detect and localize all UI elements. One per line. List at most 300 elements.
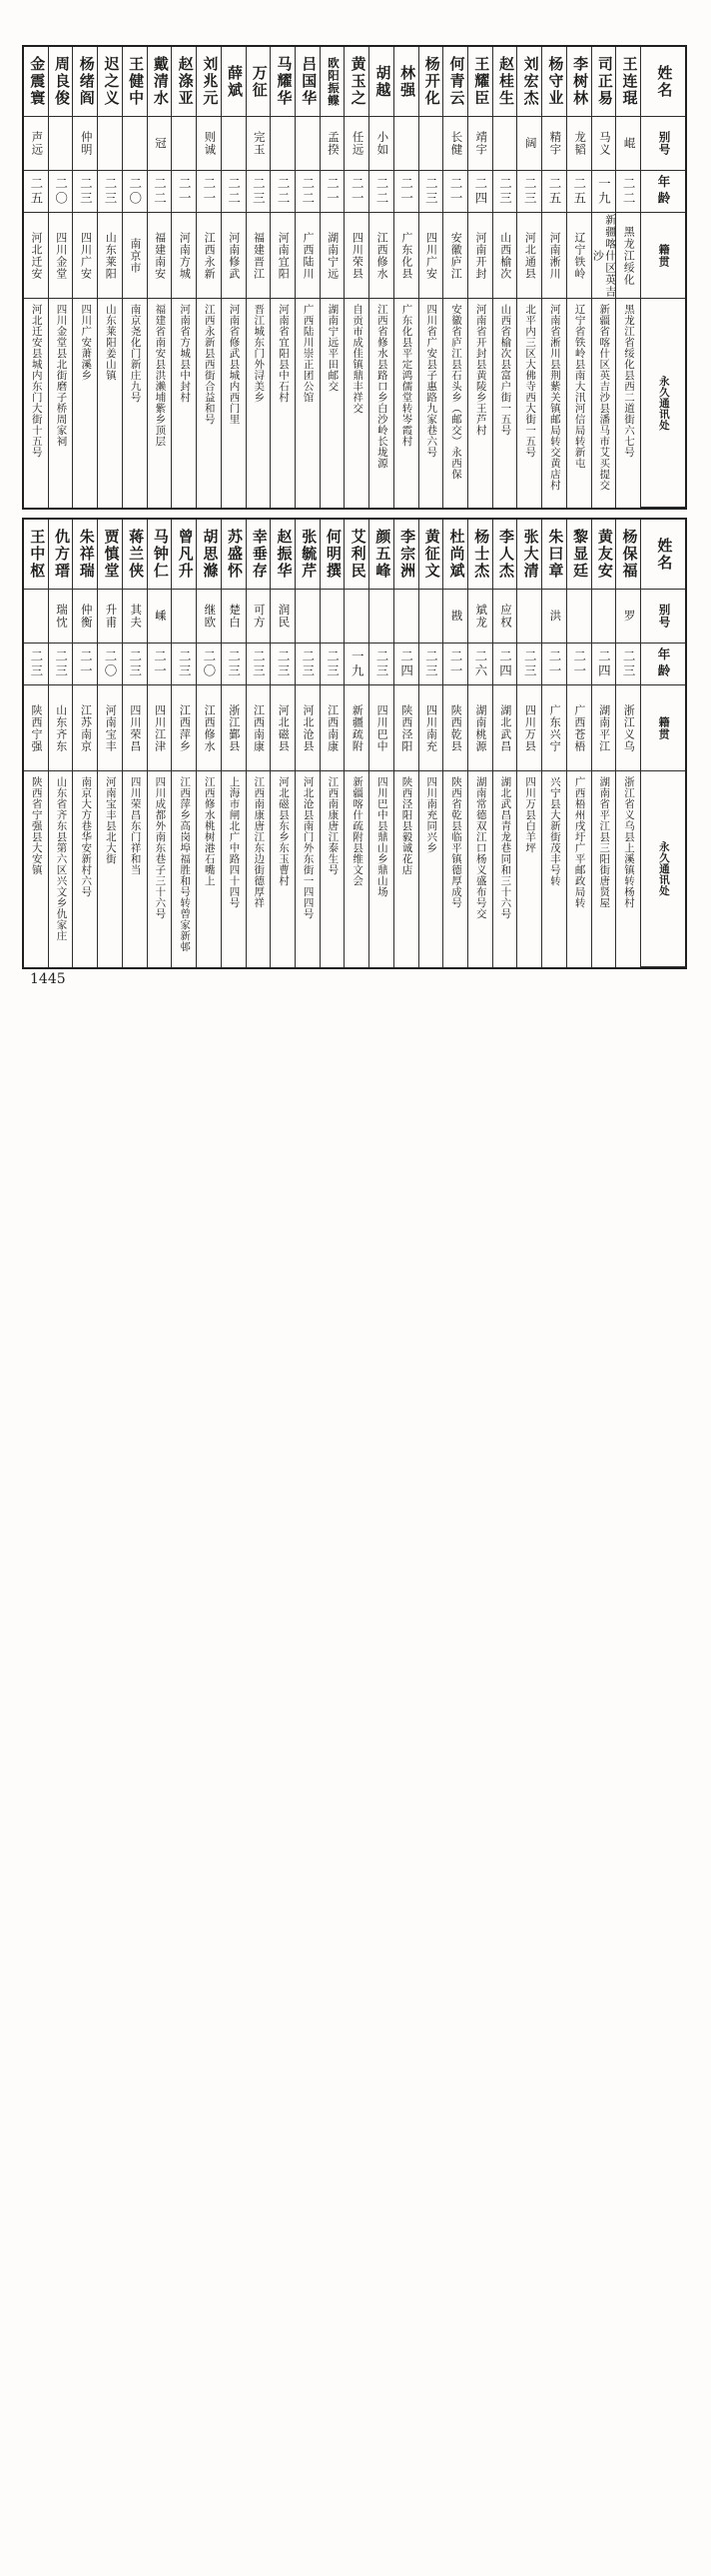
- entry-name-cell: [394, 520, 418, 590]
- entry-origin-cell: [49, 213, 73, 299]
- entry-address-cell: [369, 771, 393, 967]
- entry-name-cell: [271, 520, 295, 590]
- entry-alias: 声远: [30, 131, 43, 156]
- entry-age: 二三: [226, 649, 241, 678]
- entry-age: 二三: [276, 649, 291, 678]
- entry-address-cell: [148, 771, 172, 967]
- entry-column: [296, 47, 321, 508]
- entry-name-cell: [468, 520, 492, 590]
- entry-alias-cell: [394, 590, 418, 644]
- entry-alias-cell: [222, 590, 246, 644]
- entry-address-cell: [369, 299, 393, 508]
- entry-alias-cell: [172, 117, 196, 171]
- entry-origin-cell: [517, 213, 541, 299]
- entry-address-cell: [493, 299, 517, 508]
- entry-age: 一九: [350, 649, 364, 678]
- entry-origin: 江西南康: [326, 703, 339, 752]
- entry-age-cell: [98, 644, 122, 685]
- header-name-label: 姓名: [655, 64, 672, 99]
- entry-address: 河北磁县东乡东玉曹村: [277, 776, 289, 886]
- entry-address: 山东莱阳姜山镇: [104, 304, 116, 381]
- entry-age: 二三: [28, 649, 43, 678]
- entry-name: 李宗洲: [398, 529, 415, 580]
- entry-origin: 江西修水: [375, 231, 388, 280]
- entry-age-cell: [345, 644, 368, 685]
- entry-age-cell: [468, 171, 492, 213]
- entry-address-cell: [592, 771, 616, 967]
- entry-origin-cell: [73, 213, 97, 299]
- entry-name-cell: [247, 520, 271, 590]
- entry-address: 河南省修武县城内西门里: [228, 304, 240, 425]
- entry-name: 何青云: [447, 56, 464, 107]
- header-address-label: 永久通讯处: [657, 375, 669, 431]
- entry-address-cell: [123, 299, 147, 508]
- entry-column: [321, 520, 346, 967]
- entry-name-cell: [73, 47, 97, 117]
- entry-address-cell: [567, 771, 591, 967]
- entry-age: 二三: [497, 177, 512, 206]
- entry-alias: 靖宇: [474, 131, 487, 156]
- entry-column: [592, 520, 617, 967]
- entry-alias-cell: [443, 117, 467, 171]
- entry-age-cell: [419, 644, 443, 685]
- entry-column: [247, 520, 272, 967]
- entry-origin: 江西永新: [203, 231, 216, 280]
- entry-name-cell: [197, 520, 221, 590]
- entry-age-cell: [222, 644, 246, 685]
- entry-column: [345, 520, 369, 967]
- entry-age: 二一: [398, 177, 413, 206]
- entry-name-cell: [98, 520, 122, 590]
- entry-age-cell: [296, 644, 320, 685]
- entry-column: [517, 520, 542, 967]
- entry-alias-cell: [517, 590, 541, 644]
- entry-alias-cell: [369, 590, 393, 644]
- entry-name: 贾慎堂: [102, 529, 119, 580]
- entry-age: 二三: [621, 649, 636, 678]
- entry-name: 张大清: [521, 529, 538, 580]
- entry-age-cell: [592, 644, 616, 685]
- entry-origin-cell: [197, 685, 221, 771]
- entry-age: 一九: [596, 177, 611, 206]
- entry-address-cell: [148, 299, 172, 508]
- entry-age: 二一: [177, 177, 192, 206]
- entry-name: 曾凡升: [176, 529, 193, 580]
- entry-column: [517, 47, 542, 508]
- entry-origin-cell: [123, 685, 147, 771]
- entry-address-cell: [443, 771, 467, 967]
- entry-alias-cell: [419, 117, 443, 171]
- entry-origin-cell: [321, 685, 345, 771]
- entry-age-cell: [345, 171, 368, 213]
- entry-alias-cell: [172, 590, 196, 644]
- entry-column: [369, 47, 394, 508]
- entry-origin: 山东齐东: [54, 703, 67, 752]
- entry-origin: 湖南桃源: [473, 703, 486, 752]
- entry-alias: 冠: [153, 137, 166, 150]
- entry-origin-cell: [345, 685, 368, 771]
- entry-alias: 龙韬: [573, 131, 586, 156]
- entry-age: 二四: [497, 649, 512, 678]
- entry-address-cell: [197, 299, 221, 508]
- entry-origin: 福建晋江: [252, 231, 265, 280]
- entry-name-cell: [197, 47, 221, 117]
- entry-origin: 湖北武昌: [498, 703, 511, 752]
- entry-name: 刘宏杰: [521, 56, 538, 107]
- entry-address-cell: [247, 299, 271, 508]
- entry-address: 浙江省义乌县上溪镇转杨村: [623, 776, 635, 908]
- entry-alias-cell: [321, 117, 345, 171]
- entry-origin-cell: [567, 213, 591, 299]
- entry-age: 二三: [325, 649, 340, 678]
- entry-age-cell: [222, 171, 246, 213]
- entry-address-cell: [172, 299, 196, 508]
- entry-address-cell: [24, 299, 48, 508]
- entry-age-cell: [443, 171, 467, 213]
- entry-column: [321, 47, 346, 508]
- entry-name-cell: [493, 47, 517, 117]
- entry-column: [271, 47, 296, 508]
- header-age-label: 年龄: [656, 647, 670, 680]
- entry-name-cell: [222, 47, 246, 117]
- entry-name-cell: [345, 47, 368, 117]
- entry-column: [98, 520, 123, 967]
- entry-alias-cell: [542, 590, 566, 644]
- entry-alias-cell: [197, 117, 221, 171]
- entry-age-cell: [468, 644, 492, 685]
- entry-age: 二六: [472, 649, 487, 678]
- entry-origin: 河北沧县: [301, 703, 314, 752]
- entry-origin-cell: [222, 213, 246, 299]
- entry-age: 二五: [28, 177, 43, 206]
- entry-origin-cell: [542, 685, 566, 771]
- entry-origin: 四川金堂: [54, 231, 67, 280]
- header-age: [641, 171, 685, 213]
- entry-age: 二一: [448, 177, 463, 206]
- entry-column: [345, 47, 369, 508]
- entry-origin: 广西陆川: [301, 231, 314, 280]
- entry-address: 湖北武昌青龙巷同和三十六号: [499, 776, 511, 919]
- entry-address-cell: [345, 771, 368, 967]
- entry-address-cell: [517, 299, 541, 508]
- entry-address: 辽宁省铁岭县南大汛河信局转新屯: [573, 304, 585, 469]
- entry-origin: 陕西宁强: [30, 703, 43, 752]
- entry-name-cell: [296, 520, 320, 590]
- entry-name-cell: [592, 47, 616, 117]
- entry-address: 北平内三区大佛寺西大街一五号: [524, 304, 536, 458]
- entry-address: 河北沧县南门外东街一四四号: [302, 776, 314, 919]
- entry-address-cell: [271, 299, 295, 508]
- entry-address: 南京尧化门新庄九号: [129, 304, 141, 403]
- header-column: [641, 520, 685, 967]
- header-alias: [641, 590, 685, 644]
- entry-address-cell: [321, 299, 345, 508]
- entry-origin-cell: [98, 213, 122, 299]
- entry-alias: 升甫: [104, 604, 117, 629]
- entry-column: [197, 520, 222, 967]
- entry-alias: 则诚: [203, 131, 216, 156]
- entry-age-cell: [616, 644, 640, 685]
- header-address: [641, 299, 685, 508]
- entry-age: 二四: [398, 649, 413, 678]
- entry-age: 二四: [596, 649, 611, 678]
- entry-address-cell: [394, 771, 418, 967]
- entry-origin-cell: [493, 685, 517, 771]
- entry-name: 杨士杰: [472, 529, 489, 580]
- entry-alias-cell: [394, 117, 418, 171]
- entry-age: 二五: [571, 177, 586, 206]
- entry-address-cell: [493, 771, 517, 967]
- entry-name-cell: [98, 47, 122, 117]
- entry-address: 黑龙江省绥化县西二道街六七号: [623, 304, 635, 458]
- entry-address: 陕西省乾县临平镇德厚成号: [449, 776, 461, 908]
- entry-column: [49, 47, 74, 508]
- entry-name: 朱祥瑞: [77, 529, 94, 580]
- entry-address-cell: [73, 771, 97, 967]
- entry-name: 王连琨: [620, 56, 637, 107]
- entry-name-cell: [49, 47, 73, 117]
- entry-origin-cell: [443, 685, 467, 771]
- entry-column: [296, 520, 321, 967]
- header-address-label: 永久通讯处: [657, 841, 669, 896]
- entry-alias: 嵊: [153, 610, 166, 623]
- entry-age: 二三: [53, 649, 68, 678]
- entry-column: [567, 520, 592, 967]
- entry-age-cell: [73, 171, 97, 213]
- entry-name-cell: [443, 47, 467, 117]
- entry-name: 艾利民: [349, 529, 365, 580]
- entry-alias-cell: [222, 117, 246, 171]
- entry-origin-cell: [468, 685, 492, 771]
- entry-age: 二一: [78, 649, 93, 678]
- entry-address: 江西南康唐江泰生号: [327, 776, 339, 875]
- entry-age-cell: [369, 644, 393, 685]
- entry-origin: 浙江鄞县: [227, 703, 240, 752]
- entry-address: 新疆省喀什区英吉沙县潘马市艾买提交: [598, 304, 610, 491]
- entry-origin: 河南宜阳: [277, 231, 290, 280]
- entry-origin: 浙江义乌: [622, 703, 635, 752]
- entry-age-cell: [517, 171, 541, 213]
- entry-address: 湖南省平江县三阳街唐贤屋: [598, 776, 610, 908]
- entry-address: 江西萍乡高岗埠福胜和号转曾家新邨: [179, 776, 191, 952]
- entry-alias-cell: [247, 117, 271, 171]
- entry-origin-cell: [247, 213, 271, 299]
- entry-origin: 四川荣县: [351, 231, 363, 280]
- entry-name-cell: [271, 47, 295, 117]
- entry-age: 二四: [472, 177, 487, 206]
- entry-origin-cell: [247, 685, 271, 771]
- entry-alias-cell: [49, 117, 73, 171]
- entry-address: 河北迁安县城内东门大街十五号: [30, 304, 42, 458]
- entry-address: 安徽省庐江县石头乡（邮交）永西保: [449, 304, 461, 480]
- entry-address-cell: [222, 771, 246, 967]
- entry-age-cell: [321, 644, 345, 685]
- entry-origin-cell: [271, 685, 295, 771]
- entry-address: 陕西泾阳县毅诚花店: [400, 776, 412, 875]
- entry-age: 二三: [103, 177, 118, 206]
- entry-origin-cell: [49, 685, 73, 771]
- entry-age: 二三: [423, 649, 438, 678]
- entry-origin-cell: [172, 213, 196, 299]
- entry-alias-cell: [493, 590, 517, 644]
- entry-origin-cell: [419, 685, 443, 771]
- entry-column: [148, 520, 173, 967]
- entry-age-cell: [73, 644, 97, 685]
- entry-origin: 福建南安: [153, 231, 166, 280]
- entry-age-cell: [197, 171, 221, 213]
- entry-name: 迟之义: [102, 56, 119, 107]
- entry-name-cell: [172, 47, 196, 117]
- entry-name: 苏盛怀: [226, 529, 243, 580]
- entry-origin-cell: [24, 213, 48, 299]
- entry-alias: 其夫: [129, 604, 142, 629]
- entry-origin-cell: [592, 213, 616, 299]
- entry-alias-cell: [517, 117, 541, 171]
- entry-origin-cell: [172, 685, 196, 771]
- entry-age-cell: [321, 171, 345, 213]
- entry-name-cell: [443, 520, 467, 590]
- entry-age-cell: [271, 171, 295, 213]
- entry-age-cell: [271, 644, 295, 685]
- entry-alias-cell: [123, 590, 147, 644]
- entry-address: 河南省淅川县荆紫关镇邮局转交黄店村: [548, 304, 560, 491]
- header-alias: [641, 117, 685, 171]
- entry-column: [616, 520, 641, 967]
- entry-address-cell: [49, 299, 73, 508]
- entry-age: 二三: [251, 649, 266, 678]
- entry-alias-cell: [271, 117, 295, 171]
- entry-name: 王健中: [127, 56, 144, 107]
- entry-address: 山西省榆次县富户街一五号: [499, 304, 511, 436]
- entry-alias: 洪: [548, 610, 561, 623]
- entry-name-cell: [123, 47, 147, 117]
- entry-address-cell: [468, 299, 492, 508]
- entry-column: [616, 47, 641, 508]
- entry-origin-cell: [592, 685, 616, 771]
- entry-name: 胡思滌: [201, 529, 218, 580]
- entry-column: [123, 47, 148, 508]
- entry-age: 二一: [448, 649, 463, 678]
- entry-origin: 四川南充: [424, 703, 437, 752]
- entry-address: 四川广安萧溪乡: [80, 304, 92, 381]
- entry-name: 蒋兰侠: [127, 529, 144, 580]
- entry-origin: 安徽庐江: [449, 231, 462, 280]
- entry-column: [443, 47, 468, 508]
- entry-name-cell: [123, 520, 147, 590]
- entry-name-cell: [24, 520, 48, 590]
- entry-alias-cell: [98, 117, 122, 171]
- entry-name: 幸垂存: [250, 529, 267, 580]
- entry-name: 胡越: [373, 64, 390, 99]
- entry-address-cell: [24, 771, 48, 967]
- entry-name-cell: [345, 520, 368, 590]
- entry-origin: 黑龙江绥化: [622, 225, 635, 286]
- entry-age-cell: [542, 644, 566, 685]
- entry-column: [468, 520, 493, 967]
- entry-column: [592, 47, 617, 508]
- entry-name-cell: [493, 520, 517, 590]
- entry-origin: 广东化县: [399, 231, 412, 280]
- entry-column: [24, 47, 49, 508]
- entry-address: 四川金堂县北街磨子桥周家祠: [55, 304, 67, 447]
- entry-name: 杨守业: [546, 56, 563, 107]
- entry-origin: 湖南宁远: [326, 231, 339, 280]
- entry-origin: 四川荣昌: [128, 703, 141, 752]
- entry-name: 杜尚斌: [447, 529, 464, 580]
- entry-address: 四川万县白羊坪: [524, 776, 536, 853]
- entry-address: 四川荣昌东门祥和当: [129, 776, 141, 875]
- entry-age: 二三: [78, 177, 93, 206]
- entry-origin-cell: [493, 213, 517, 299]
- entry-age-cell: [49, 644, 73, 685]
- entry-address-cell: [49, 771, 73, 967]
- entry-origin-cell: [443, 213, 467, 299]
- entry-address-cell: [321, 771, 345, 967]
- entry-alias-cell: [321, 590, 345, 644]
- entry-name-cell: [296, 47, 320, 117]
- entry-age-cell: [98, 171, 122, 213]
- entry-age-cell: [493, 171, 517, 213]
- header-age: [641, 644, 685, 685]
- entry-age-cell: [123, 171, 147, 213]
- entry-name-cell: [542, 520, 566, 590]
- entry-name-cell: [517, 47, 541, 117]
- entry-origin-cell: [271, 213, 295, 299]
- entry-column: [419, 47, 444, 508]
- entry-alias-cell: [271, 590, 295, 644]
- entry-name: 周良俊: [53, 56, 69, 107]
- entry-origin: 河北迁安: [30, 231, 43, 280]
- entry-address: 河南省方城县中封村: [179, 304, 191, 403]
- entry-address: 晋江城东门外浔美乡: [253, 304, 265, 403]
- entry-name-cell: [567, 520, 591, 590]
- entry-name: 王中枢: [28, 529, 45, 580]
- entry-address: 广西陆川崇正团公馆: [302, 304, 314, 403]
- registry-table-bottom: [22, 518, 687, 969]
- scanned-directory-page: [0, 0, 711, 1023]
- entry-alias-cell: [49, 590, 73, 644]
- entry-address-cell: [592, 299, 616, 508]
- entry-alias-cell: [148, 590, 172, 644]
- registry-table-top: [22, 45, 687, 510]
- entry-column: [369, 520, 394, 967]
- entry-address: 福建省南安县洪濑埔紫乡顶层: [154, 304, 166, 447]
- entry-origin-cell: [542, 213, 566, 299]
- entry-age-cell: [148, 644, 172, 685]
- entry-origin: 陕西泾阳: [399, 703, 412, 752]
- entry-age: 二三: [300, 649, 315, 678]
- entry-origin: 南京市: [128, 237, 141, 274]
- entry-name-cell: [369, 47, 393, 117]
- entry-origin-cell: [567, 685, 591, 771]
- entry-address-cell: [73, 299, 97, 508]
- entry-column: [73, 47, 98, 508]
- entry-name: 李人杰: [496, 529, 513, 580]
- entry-name: 马耀华: [275, 56, 292, 107]
- entry-column: [493, 520, 518, 967]
- entry-column: [98, 47, 123, 508]
- entry-origin: 四川广安: [424, 231, 437, 280]
- entry-age-cell: [24, 171, 48, 213]
- entry-address: 新疆喀什疏附县维文会: [352, 776, 363, 886]
- entry-column: [443, 520, 468, 967]
- entry-name: 朱曰章: [546, 529, 563, 580]
- entry-name: 张毓芹: [300, 529, 317, 580]
- entry-name-cell: [542, 47, 566, 117]
- entry-address-cell: [296, 771, 320, 967]
- header-address: [641, 771, 685, 967]
- entry-origin: 广东兴宁: [548, 703, 561, 752]
